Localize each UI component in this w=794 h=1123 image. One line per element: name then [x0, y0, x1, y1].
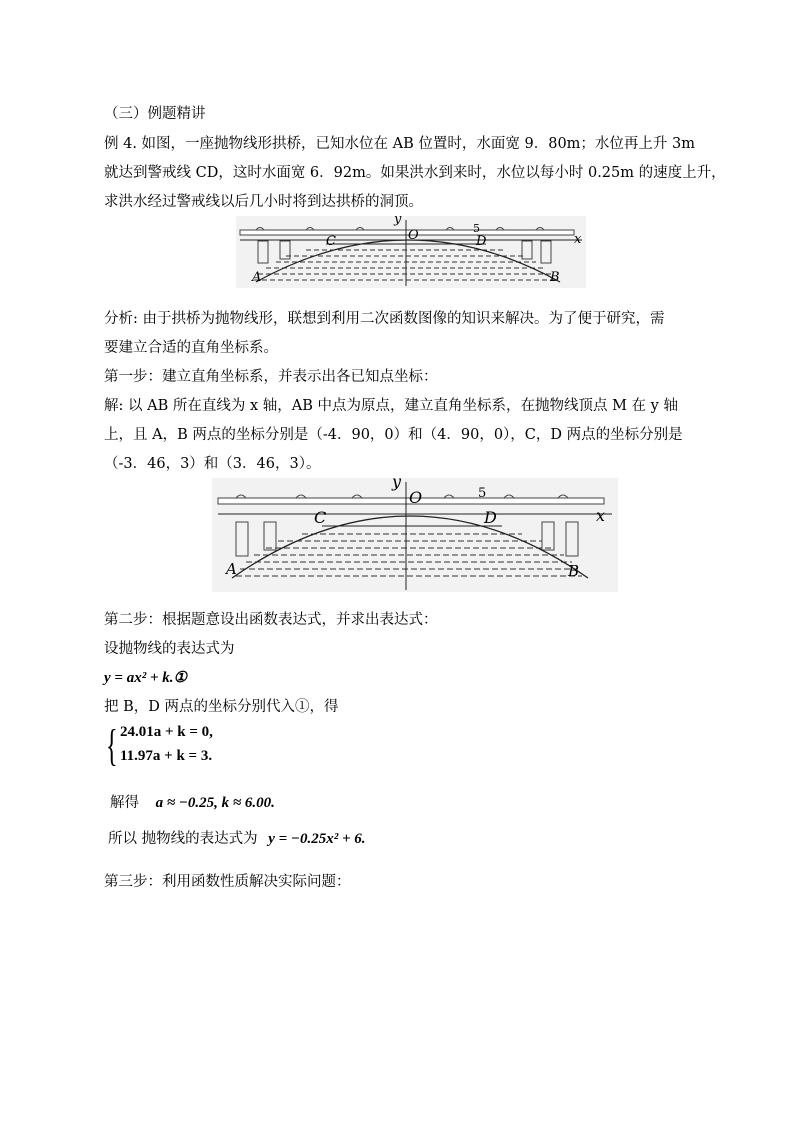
system-equation-1: 24.01a + k = 0,: [120, 724, 213, 740]
step-3: 第三步：利用函数性质解决实际问题：: [104, 874, 351, 890]
example-line-3: 求洪水经过警戒线以后几小时将到达拱桥的洞顶。: [104, 194, 423, 210]
bridge-figure-small: [236, 212, 586, 288]
point-c-label-large: C: [314, 508, 327, 527]
label-five-large: 5: [478, 486, 487, 501]
conclusion-label: 所以 抛物线的表达式为: [108, 831, 258, 847]
y-axis-label: y: [394, 212, 402, 227]
analysis-line-2: 要建立合适的直角坐标系。: [104, 340, 278, 356]
solve-result: a ≈ −0.25, k ≈ 6.00.: [155, 795, 275, 811]
formula-1: y = ax² + k.①: [104, 670, 187, 686]
point-b-label-large: B: [568, 562, 580, 580]
solve-line: [110, 793, 730, 813]
solution-line-1: 解: 以 AB 所在直线为 x 轴，AB 中点为原点，建立直角坐标系，在抛物线顶点 M 在 y 轴: [104, 398, 678, 414]
example-line-1: 例 4. 如图，一座抛物线形拱桥，已知水位在 AB 位置时，水面宽 9．80m；水位再上升 3m: [104, 136, 696, 152]
point-d-label-large: D: [484, 508, 497, 527]
system-equation-2: 11.97a + k = 3.: [120, 748, 213, 764]
solution-line-3: （-3．46，3）和（3．46，3）。: [104, 456, 321, 472]
set-expression-text: 设抛物线的表达式为: [104, 641, 235, 657]
step-1: 第一步：建立直角坐标系，并表示出各已知点坐标：: [104, 369, 438, 385]
origin-label: O: [408, 228, 419, 243]
system-brace: {: [106, 721, 118, 770]
step-2: 第二步：根据题意设出函数表达式，并求出表达式：: [104, 612, 438, 628]
conclusion-line: [108, 829, 728, 849]
substitute-text: 把 B，D 两点的坐标分别代入①，得: [104, 699, 339, 715]
solve-label: 解得: [110, 795, 139, 811]
bridge-figure-large: [212, 472, 618, 592]
point-a-label-large: A: [226, 560, 237, 578]
point-c-label: C: [326, 234, 336, 249]
point-a-label: A: [252, 270, 262, 285]
solution-line-2: 上，且 A，B 两点的坐标分别是（-4．90，0）和（4．90，0），C，D 两点的坐标分别是: [104, 427, 683, 443]
section-title: （三）例题精讲: [104, 106, 206, 122]
example-line-2: 就达到警戒线 CD，这时水面宽 6．92m。如果洪水到来时，水位以每小时 0.25m 的速度上升，: [104, 165, 726, 181]
conclusion-formula: y = −0.25x² + 6.: [268, 831, 366, 847]
label-five: 5: [473, 222, 480, 235]
x-axis-label-large: x: [596, 506, 606, 525]
x-axis-label: x: [574, 232, 582, 247]
origin-label-large: O: [409, 488, 423, 507]
y-axis-label-large: y: [392, 472, 402, 491]
point-b-label: B: [550, 270, 560, 285]
point-d-label: D: [476, 234, 487, 249]
analysis-line-1: 分析: 由于拱桥为抛物线形，联想到利用二次函数图像的知识来解决。为了便于研究，需: [104, 311, 665, 327]
